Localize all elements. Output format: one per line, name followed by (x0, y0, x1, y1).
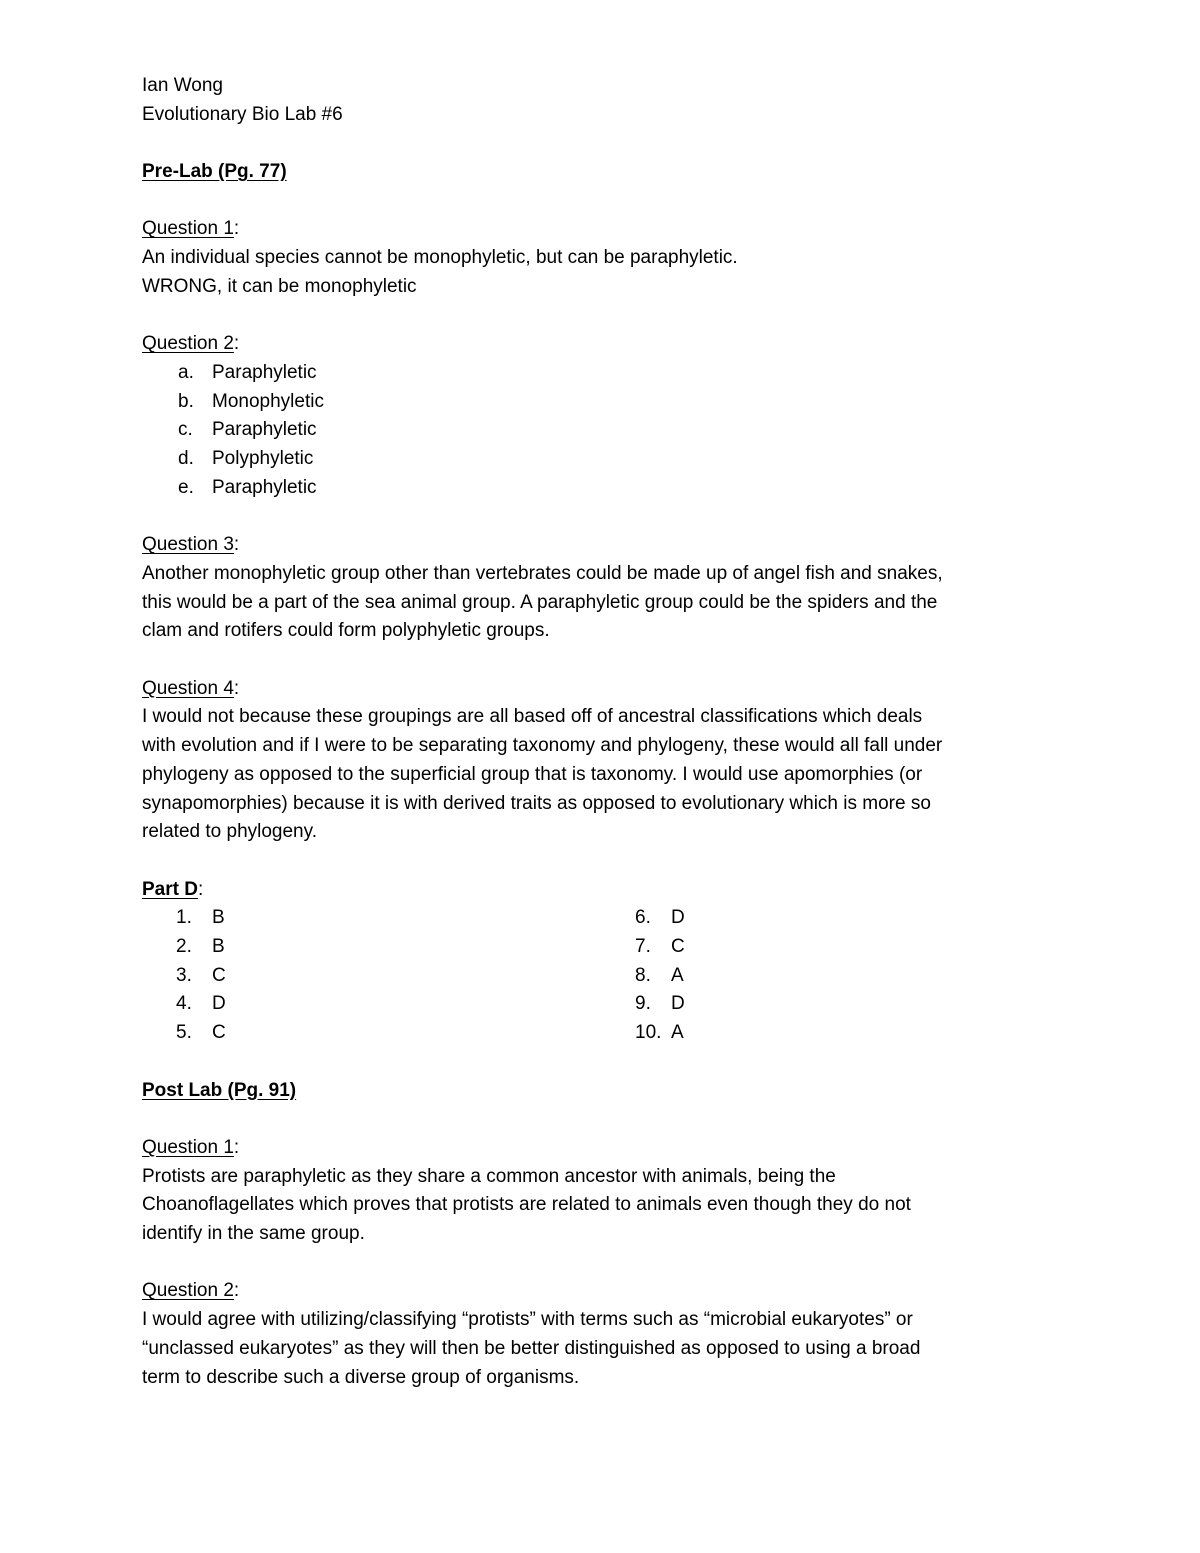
list-item (601, 990, 1060, 1019)
list-text: D (671, 993, 685, 1015)
list-text: C (212, 964, 226, 986)
list-marker: b. (178, 390, 194, 412)
partd-heading: Part D: (142, 878, 204, 900)
prelab-q4-line: phylogeny as opposed to the superficial group that is taxonomy. I would use apomorphies (or (142, 763, 923, 785)
list-marker: 10. (635, 1022, 662, 1044)
spacer (142, 1249, 1060, 1278)
postlab-q2-heading: Question 2: (142, 1280, 240, 1302)
list-item (142, 933, 601, 962)
list-item (142, 416, 1060, 445)
list-item (601, 904, 1060, 933)
prelab-q4-heading: Question 4: (142, 677, 240, 699)
spacer (142, 1105, 1060, 1134)
list-item (601, 933, 1060, 962)
list-text: Polyphyletic (212, 448, 314, 470)
list-item (142, 904, 601, 933)
list-text: C (212, 1022, 226, 1044)
list-marker: 7. (635, 936, 651, 957)
prelab-q2-heading: Question 2: (142, 333, 240, 355)
list-marker: d. (178, 448, 194, 470)
postlab-q2-line: “unclassed eukaryotes” as they will then be better distinguished as opposed to using a broad (142, 1337, 921, 1359)
partd-right-column (601, 904, 1060, 1048)
list-text: D (671, 907, 685, 929)
prelab-q4-line: with evolution and if I were to be separating taxonomy and phylogeny, these would all fall under (142, 735, 943, 757)
list-text: D (212, 993, 226, 1015)
list-text: C (671, 936, 685, 957)
prelab-heading: Pre-Lab (Pg. 77) (142, 161, 287, 183)
list-marker: 1. (176, 907, 192, 929)
prelab-q1-line: WRONG, it can be monophyletic (142, 275, 417, 297)
prelab-q4-line: I would not because these groupings are all based off of ancestral classifications which deals (142, 706, 923, 728)
list-text: Paraphyletic (212, 419, 317, 441)
spacer (142, 503, 1060, 532)
list-text: Monophyletic (212, 390, 324, 412)
spacer (142, 187, 1060, 216)
list-marker: 5. (176, 1022, 192, 1044)
spacer (142, 646, 1060, 675)
prelab-q3-line: this would be a part of the sea animal group. A paraphyletic group could be the spiders and the (142, 591, 938, 613)
list-marker: 4. (176, 993, 192, 1015)
partd-answers (142, 904, 1060, 1048)
list-marker: 8. (635, 964, 651, 986)
list-text: A (671, 964, 684, 986)
prelab-q1-heading: Question 1: (142, 218, 240, 240)
postlab-q1-line: Choanoflagellates which proves that protists are related to animals even though they do not (142, 1194, 911, 1216)
list-marker: 2. (176, 936, 192, 957)
postlab-q1-heading: Question 1: (142, 1136, 240, 1158)
list-text: Paraphyletic (212, 476, 317, 498)
spacer (142, 302, 1060, 331)
postlab-q2-line: term to describe such a diverse group of organisms. (142, 1366, 580, 1388)
list-marker: 6. (635, 907, 651, 929)
list-item (142, 359, 1060, 388)
spacer (142, 129, 1060, 158)
list-marker: e. (178, 476, 194, 498)
list-marker: a. (178, 361, 194, 383)
postlab-q2-line: I would agree with utilizing/classifying “protists” with terms such as “microbial eukaryotes” or (142, 1309, 913, 1331)
partd-left-column (142, 904, 601, 1048)
prelab-q3-heading: Question 3: (142, 534, 240, 556)
spacer (142, 1048, 1060, 1077)
list-text: B (212, 907, 225, 929)
list-marker: 9. (635, 993, 651, 1015)
list-text: B (212, 936, 225, 957)
list-marker: c. (178, 419, 193, 441)
prelab-q4-line: synapomorphies) because it is with derived traits as opposed to evolutionary which is more so (142, 792, 931, 814)
list-item (142, 474, 1060, 503)
postlab-q1-line: identify in the same group. (142, 1223, 365, 1244)
postlab-heading: Post Lab (Pg. 91) (142, 1079, 297, 1101)
prelab-q4-line: related to phylogeny. (142, 821, 317, 843)
author-name: Ian Wong (142, 75, 223, 96)
list-item (142, 1019, 601, 1048)
prelab-q1-line: An individual species cannot be monophyletic, but can be paraphyletic. (142, 247, 738, 269)
list-text: Paraphyletic (212, 361, 317, 383)
spacer (142, 847, 1060, 876)
list-text: A (671, 1022, 684, 1044)
list-item (601, 962, 1060, 991)
list-marker: 3. (176, 964, 192, 986)
prelab-q2-list (142, 359, 1060, 503)
list-item (601, 1019, 1060, 1048)
list-item (142, 962, 601, 991)
prelab-q3-line: Another monophyletic group other than vertebrates could be made up of angel fish and snakes, (142, 562, 943, 584)
list-item (142, 990, 601, 1019)
postlab-q1-line: Protists are paraphyletic as they share a common ancestor with animals, being the (142, 1165, 836, 1187)
list-item (142, 388, 1060, 417)
list-item (142, 445, 1060, 474)
course-title: Evolutionary Bio Lab #6 (142, 103, 343, 125)
prelab-q3-line: clam and rotifers could form polyphyletic groups. (142, 620, 550, 642)
